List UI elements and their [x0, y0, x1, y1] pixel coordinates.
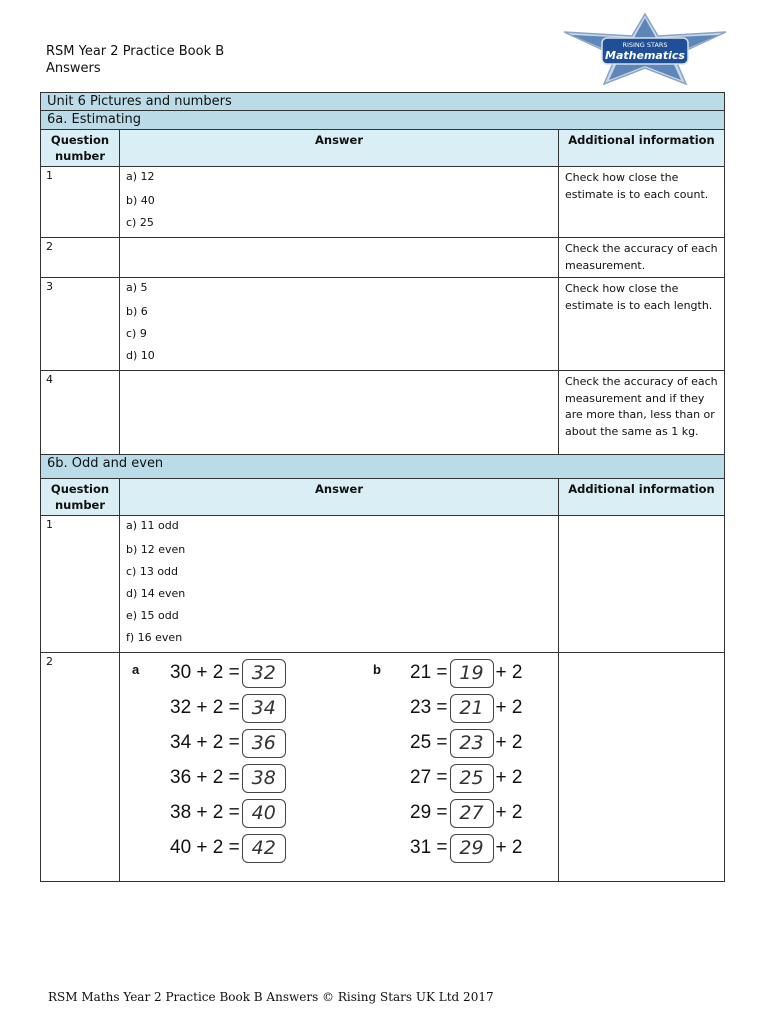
section-a-title: 6a. Estimating	[41, 111, 725, 130]
section-b-title: 6b. Odd and even	[41, 455, 725, 479]
section-a-band-row	[41, 111, 725, 130]
equation-a	[170, 726, 288, 760]
question-number: 2	[41, 653, 120, 882]
header-info: Additional information	[559, 130, 725, 167]
answer-box: 38	[242, 764, 286, 793]
answer-box: 21	[450, 694, 494, 723]
answer-box: 27	[450, 799, 494, 828]
answer-line: d) 14 even	[126, 587, 186, 600]
question-number: 1	[41, 167, 120, 238]
equation-expr: 32 + 2 =	[170, 697, 240, 718]
answer-box: 36	[242, 729, 286, 758]
equation-expr: 30 + 2 =	[170, 662, 240, 683]
answer-box: 29	[450, 834, 494, 863]
answer-line: d) 10	[126, 349, 155, 362]
info-cell: Check the accuracy of each measurement.	[559, 238, 725, 278]
equation-a	[170, 656, 288, 690]
equation-b	[410, 691, 522, 725]
page-footer: RSM Maths Year 2 Practice Book B Answers © Rising Stars UK Ltd 2017	[48, 990, 494, 1004]
table-row	[41, 653, 725, 882]
document-title-line2: Answers	[46, 61, 101, 76]
answer-box: 34	[242, 694, 286, 723]
answers-table	[40, 92, 725, 882]
answer-line: f) 16 even	[126, 631, 183, 644]
table-row	[41, 278, 725, 371]
column-label-a: a	[132, 662, 140, 677]
answer-line: e) 15 odd	[126, 609, 179, 622]
table-row	[41, 238, 725, 278]
equation-lhs: 21 =	[410, 662, 448, 683]
equation-expr: 36 + 2 =	[170, 767, 240, 788]
equation-b	[410, 726, 522, 760]
answer-box: 32	[242, 659, 286, 688]
answer-box: 19	[450, 659, 494, 688]
header-info: Additional information	[559, 479, 725, 516]
logo-text-main: Mathematics	[605, 49, 685, 62]
equation-rhs: + 2	[495, 767, 523, 788]
answer-line: b) 40	[126, 194, 155, 207]
answer-cell	[120, 278, 559, 371]
answer-box: 23	[450, 729, 494, 758]
equation-b	[410, 831, 522, 865]
header-question: Question number	[41, 479, 120, 516]
logo-text-top: RISING STARS	[622, 41, 668, 49]
header-answer: Answer	[120, 479, 559, 516]
info-cell	[559, 653, 725, 882]
equation-rhs: + 2	[495, 697, 523, 718]
equation-b	[410, 796, 522, 830]
question-number: 4	[41, 371, 120, 455]
equation-lhs: 29 =	[410, 802, 448, 823]
document-title	[46, 43, 224, 77]
answer-cell	[120, 653, 559, 882]
answer-box: 42	[242, 834, 286, 863]
info-cell: Check the accuracy of each measurement and if they are more than, less than or about the same as 1 kg.	[559, 371, 725, 455]
section-a-header-row	[41, 130, 725, 167]
equation-lhs: 23 =	[410, 697, 448, 718]
answer-box: 40	[242, 799, 286, 828]
answer-line: a) 5	[126, 281, 148, 294]
equation-a	[170, 761, 288, 795]
equation-b	[410, 761, 522, 795]
table-row	[41, 371, 725, 455]
question-number: 3	[41, 278, 120, 371]
equation-a	[170, 796, 288, 830]
equation-expr: 34 + 2 =	[170, 732, 240, 753]
answer-cell	[120, 238, 559, 278]
equation-lhs: 25 =	[410, 732, 448, 753]
equation-lhs: 27 =	[410, 767, 448, 788]
table-row	[41, 167, 725, 238]
header-question: Question number	[41, 130, 120, 167]
equation-b	[410, 656, 522, 690]
rising-stars-logo	[562, 12, 728, 86]
equation-expr: 38 + 2 =	[170, 802, 240, 823]
document-title-line1: RSM Year 2 Practice Book B	[46, 44, 225, 59]
equation-lhs: 31 =	[410, 837, 448, 858]
unit-band-row	[41, 93, 725, 111]
info-cell	[559, 516, 725, 653]
equation-rhs: + 2	[495, 802, 523, 823]
equation-rhs: + 2	[495, 662, 523, 683]
section-b-band-row	[41, 455, 725, 479]
info-cell: Check how close the estimate is to each count.	[559, 167, 725, 238]
answer-line: b) 6	[126, 305, 148, 318]
info-cell: Check how close the estimate is to each length.	[559, 278, 725, 371]
answer-line: a) 12	[126, 170, 155, 183]
answer-line: b) 12 even	[126, 543, 186, 556]
answer-line: c) 9	[126, 327, 147, 340]
equation-expr: 40 + 2 =	[170, 837, 240, 858]
unit-title: Unit 6 Pictures and numbers	[41, 93, 725, 111]
odd-even-exercise	[120, 653, 558, 881]
equation-rhs: + 2	[495, 732, 523, 753]
answer-line: c) 13 odd	[126, 565, 179, 578]
answer-box: 25	[450, 764, 494, 793]
equation-rhs: + 2	[495, 837, 523, 858]
header-answer: Answer	[120, 130, 559, 167]
answer-cell	[120, 167, 559, 238]
equation-a	[170, 691, 288, 725]
answer-line: a) 11 odd	[126, 519, 179, 532]
table-row	[41, 516, 725, 653]
column-label-b: b	[373, 662, 381, 677]
equation-a	[170, 831, 288, 865]
answer-cell	[120, 371, 559, 455]
answer-line: c) 25	[126, 216, 154, 229]
answer-cell	[120, 516, 559, 653]
question-number: 1	[41, 516, 120, 653]
question-number: 2	[41, 238, 120, 278]
section-b-header-row	[41, 479, 725, 516]
